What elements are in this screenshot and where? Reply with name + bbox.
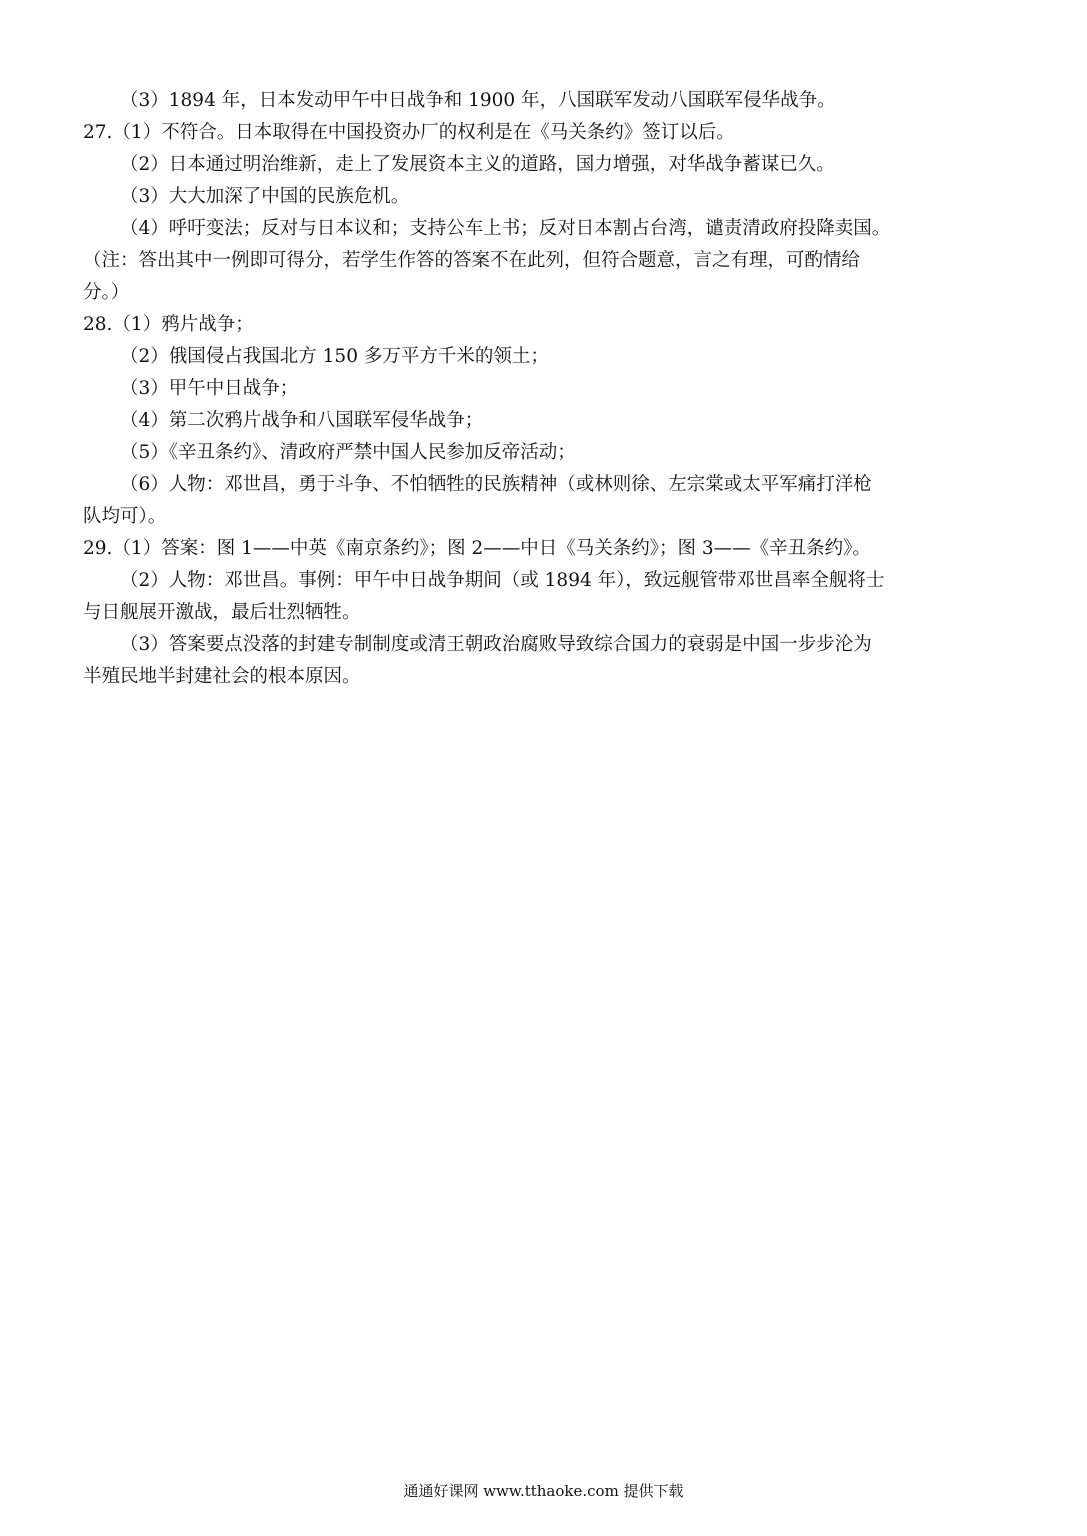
- answer-line: （3）答案要点没落的封建专制制度或清王朝政治腐败导致综合国力的衰弱是中国一步步沦为: [120, 634, 872, 655]
- answer-line: （注：答出其中一例即可得分，若学生作答的答案不在此列，但符合题意，言之有理，可酌情给: [83, 250, 861, 271]
- answer-line: 与日舰展开激战，最后壮烈牺牲。: [83, 602, 361, 623]
- answer-line: （3）1894 年，日本发动甲午中日战争和 1900 年，八国联军发动八国联军侵华战争。: [120, 90, 836, 111]
- answer-line: 队均可）。: [83, 506, 167, 527]
- page-footer: 通通好课网 www.tthaoke.com 提供下载: [403, 1482, 684, 1500]
- answer-line: （3）甲午中日战争；: [120, 378, 299, 399]
- answer-line: （3）大大加深了中国的民族危机。: [120, 186, 410, 207]
- answer-line: 28.（1）鸦片战争；: [83, 314, 254, 335]
- answer-line: 29.（1）答案：图 1——中英《南京条约》；图 2——中日《马关条约》；图 3——《辛丑条约》。: [83, 538, 871, 559]
- answer-line: 分。）: [83, 282, 130, 303]
- answer-line: 27.（1）不符合。日本取得在中国投资办厂的权利是在《马关条约》签订以后。: [83, 122, 735, 143]
- answer-line: （6）人物：邓世昌，勇于斗争、不怕牺牲的民族精神（或林则徐、左宗棠或太平军痛打洋枪: [120, 474, 872, 495]
- answer-line: （2）俄国侵占我国北方 150 多万平方千米的领土；: [120, 346, 549, 367]
- answer-line: （5）《辛丑条约》、清政府严禁中国人民参加反帝活动；: [120, 442, 576, 463]
- answer-line: 半殖民地半封建社会的根本原因。: [83, 666, 361, 687]
- answer-line: （2）日本通过明治维新，走上了发展资本主义的道路，国力增强，对华战争蓄谋已久。: [120, 154, 835, 175]
- answer-text-block: [83, 85, 1005, 693]
- answer-line: （4）呼吁变法；反对与日本议和；支持公车上书；反对日本割占台湾，谴责清政府投降卖国。: [120, 218, 891, 239]
- answer-line: （2）人物：邓世昌。事例：甲午中日战争期间（或 1894 年），致远舰管带邓世昌率全舰将士: [120, 570, 885, 591]
- answer-line: （4）第二次鸦片战争和八国联军侵华战争；: [120, 410, 484, 431]
